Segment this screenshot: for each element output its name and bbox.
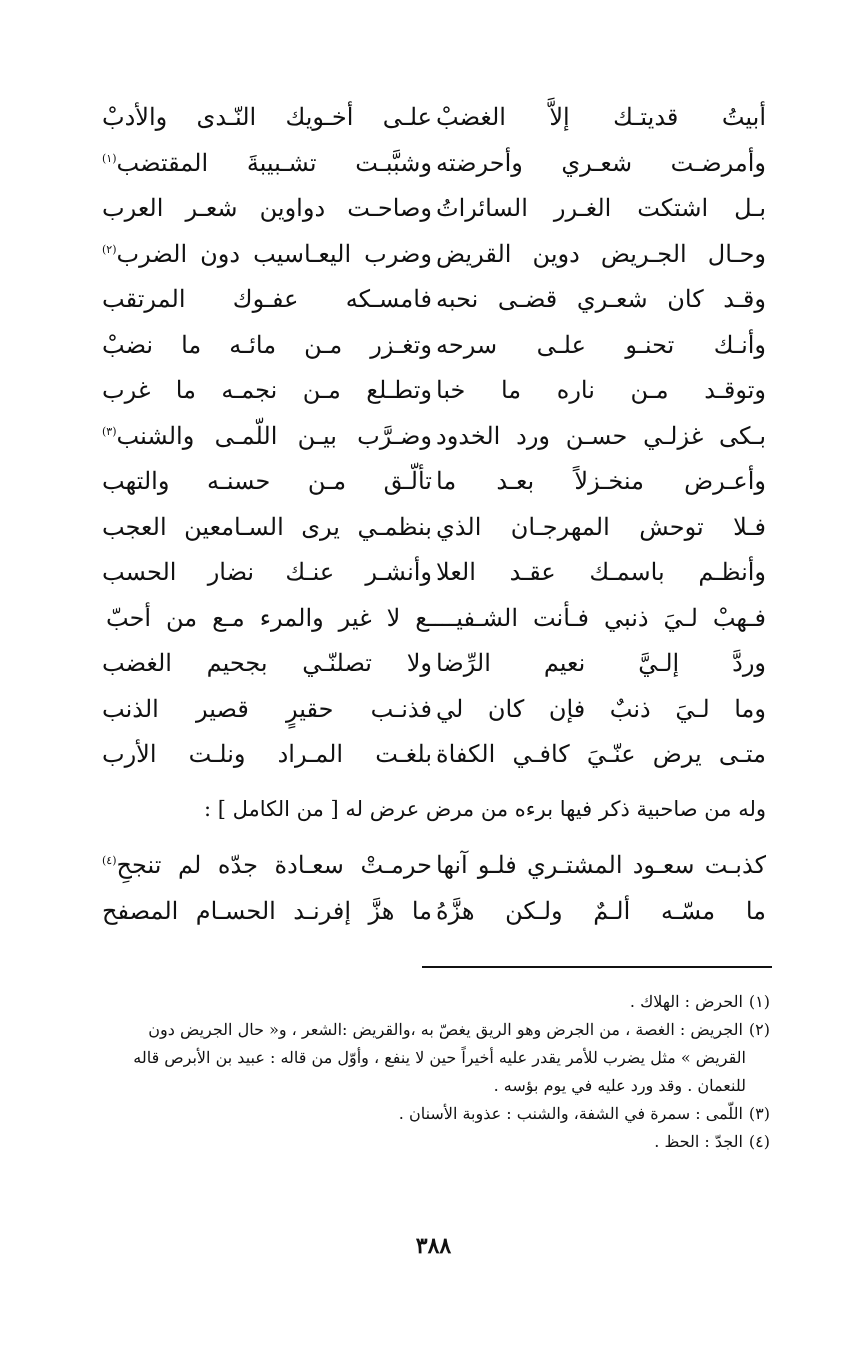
book-page bbox=[80, 95, 780, 1335]
verse-line bbox=[80, 687, 780, 733]
second-hemistich: بنظمـي يرى السـامعين العجب bbox=[102, 512, 432, 541]
verse-line bbox=[80, 842, 780, 888]
first-hemistich: وتوقـد مـن ناره ما خبا bbox=[436, 376, 766, 404]
second-hemistich: وصاحـت دواوين شعـر العرب bbox=[102, 194, 432, 222]
footnotes bbox=[90, 988, 770, 1156]
verse-line bbox=[80, 232, 780, 278]
footnote-marker: (١) bbox=[102, 151, 117, 165]
second-hemistich: علـى أخـويك النّـدى والأدبْ bbox=[102, 103, 432, 131]
first-hemistich: وأنظـم باسمـك عقـد العلا bbox=[436, 558, 766, 586]
first-hemistich: وحـال الجـريض دوين القريض bbox=[436, 239, 766, 268]
first-hemistich: متـى يرض عنّـيَ كافـي الكفاة bbox=[436, 740, 766, 768]
second-hemistich: فامسـكه عفـوك المرتقب bbox=[102, 285, 432, 313]
second-hemistich: حرمـتْ سعـادة جدّه لم تنجحِ$^{(٤)}$ bbox=[102, 850, 432, 879]
verse-line bbox=[80, 550, 780, 596]
verse-line bbox=[80, 277, 780, 323]
footnote-marker: (٢) bbox=[102, 242, 117, 256]
first-hemistich: وما لـيَ ذنبٌ فإن كان لي bbox=[436, 694, 766, 723]
footnote-item bbox=[90, 1128, 770, 1156]
first-hemistich: أبيتُ قديتـك إلاَّ الغضبْ bbox=[436, 103, 766, 131]
footnote-continuation: للنعمان . وقد ورد عليه في يوم بؤسه . bbox=[493, 1075, 746, 1095]
footnote-text: الجدّ : الحظ . bbox=[654, 1131, 743, 1151]
footnote-continuation: القريض » مثل يضرب للأمر يقدر عليه أخيراً حين لا ينفع ، وأوّل من قاله : عبيد بن الأبرص قاله bbox=[133, 1047, 746, 1067]
verse-line-full bbox=[80, 596, 780, 642]
footnote-number: (٢) bbox=[748, 1019, 770, 1039]
first-hemistich: وقـد كان شعـري قضـى نحبه bbox=[436, 285, 766, 313]
second-hemistich: وتغـزر مـن مائـه ما نضبْ bbox=[102, 330, 432, 359]
second-hemistich: وضـرَّب بيـن اللّمـى والشنب$^{(٣)}$ bbox=[102, 421, 432, 450]
verse-line bbox=[80, 323, 780, 369]
verse-line bbox=[80, 368, 780, 414]
first-hemistich: بـل اشتكت الغـرر السائراتُ bbox=[436, 194, 766, 222]
footnote-marker: (٣) bbox=[102, 424, 117, 438]
second-hemistich: فذنـب حقيرٍ قصير الذنب bbox=[102, 694, 432, 723]
first-hemistich: وأعـرض منخـزلاً بعـد ما bbox=[436, 467, 766, 495]
first-hemistich: وأنـك تحنـو علـى سرحه bbox=[436, 330, 766, 359]
verse-line bbox=[80, 95, 780, 141]
second-hemistich: ما هزَّ إفرنـد الحسـام المصفح bbox=[102, 896, 432, 925]
first-hemistich: كذبـت سعـود المشتـري فلـو آنها bbox=[436, 850, 766, 879]
footnote-number: (٤) bbox=[748, 1131, 770, 1151]
footnote-text: الجريض : الغصة ، من الجرض وهو الريق يغصّ به ،والقريض :الشعر ، و« حال الجريض دون bbox=[148, 1019, 743, 1039]
first-hemistich: ما مسّـه ألـمٌ ولـكن هزَّهُ bbox=[436, 896, 766, 925]
footnote-item bbox=[90, 1016, 770, 1100]
verse-line bbox=[80, 732, 780, 778]
footnote-item bbox=[90, 988, 770, 1016]
second-hemistich: وضرب اليعـاسيب دون الضرب$^{(٢)}$ bbox=[102, 239, 432, 268]
second-hemistich: بلغـت المـراد ونلـت الأرب bbox=[102, 740, 432, 768]
poem-main bbox=[80, 95, 780, 778]
first-hemistich: فـلا توحش المهرجـان الذي bbox=[436, 512, 766, 541]
verse-line bbox=[80, 186, 780, 232]
second-hemistich: وشبَّبـت تشـبيبةَ المقتضب$^{(١)}$ bbox=[102, 148, 432, 177]
first-hemistich: وردَّ إلـيَّ نعيم الرِّضا bbox=[436, 649, 766, 677]
poem-second bbox=[80, 842, 780, 934]
footnote-number: (١) bbox=[748, 991, 770, 1011]
poem-intro: وله من صاحبية ذكر فيها برءه من مرض عرض له [ من الكامل ] : bbox=[203, 796, 766, 821]
footnote-text: اللّمى : سمرة في الشفة، والشنب : عذوبة الأسنان . bbox=[398, 1103, 743, 1123]
page-number: ٣٨٨ bbox=[415, 1233, 452, 1259]
footnote-number: (٣) bbox=[748, 1103, 770, 1123]
second-hemistich: وأنشـر عنـك نضار الحسب bbox=[102, 558, 432, 586]
second-hemistich: وتطـلع مـن نجمـه ما غرب bbox=[102, 376, 432, 404]
verse-line bbox=[80, 459, 780, 505]
second-hemistich: تألّـق مـن حسنـه والتهب bbox=[102, 467, 432, 495]
verse-line bbox=[80, 414, 780, 460]
footnote-text: الحرض : الهلاك . bbox=[629, 991, 743, 1011]
footnote-marker: (٤) bbox=[102, 853, 117, 867]
footnote-separator bbox=[422, 966, 772, 968]
first-hemistich: بـكى غزلـي حسـن ورد الخدود bbox=[436, 421, 766, 450]
first-hemistich: وأمرضـت شعـري وأحرضته bbox=[436, 148, 766, 177]
verse-line bbox=[80, 141, 780, 187]
verse-line bbox=[80, 888, 780, 934]
verse-line bbox=[80, 641, 780, 687]
verse-line bbox=[80, 505, 780, 551]
full-verse-text: فـهبْ لـيَ ذنبي فـأنت الشـفيــــع لا غير والمرء مـع من أحبّ bbox=[106, 603, 766, 632]
footnote-item bbox=[90, 1100, 770, 1128]
second-hemistich: ولا تصلنّـي بجحيم الغضب bbox=[102, 649, 432, 677]
